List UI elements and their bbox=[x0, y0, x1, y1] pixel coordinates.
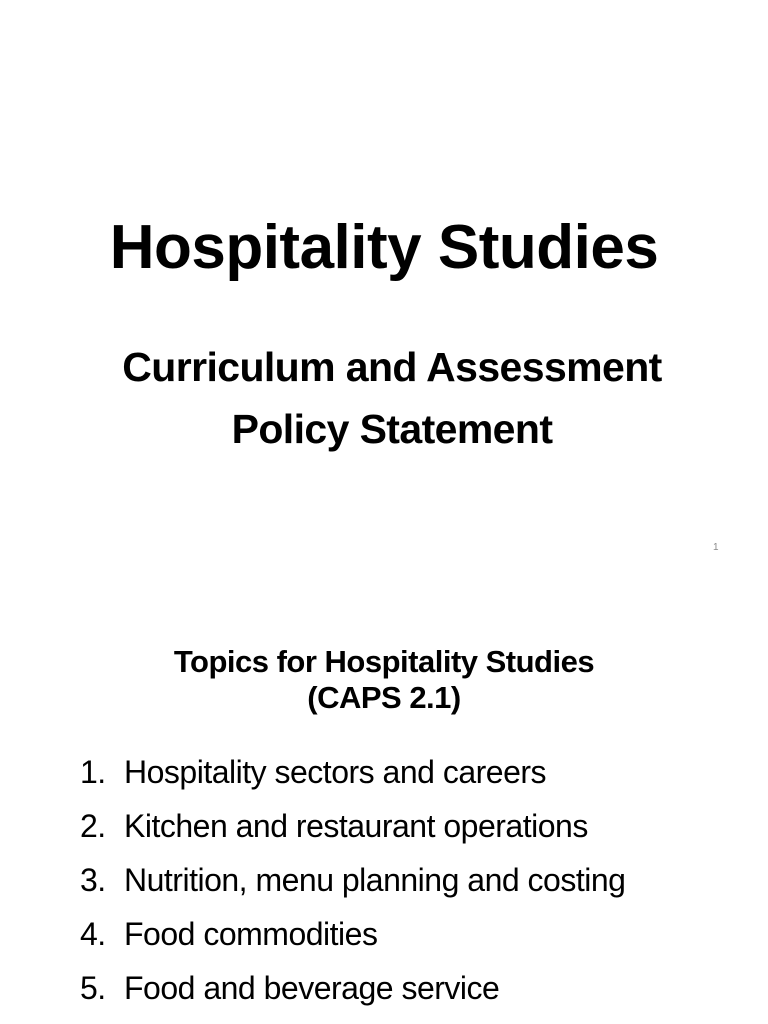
topic-text: Hospitality sectors and careers bbox=[124, 754, 547, 790]
topic-number: 5. bbox=[80, 970, 106, 1006]
topic-item bbox=[80, 806, 760, 860]
topic-number: 1. bbox=[80, 754, 106, 790]
topics-title bbox=[0, 644, 768, 716]
topic-item bbox=[80, 752, 760, 806]
subtitle-line: Curriculum and Assessment bbox=[122, 344, 662, 390]
topic-number: 2. bbox=[80, 808, 106, 844]
topic-number: 4. bbox=[80, 916, 106, 952]
subtitle-line: Policy Statement bbox=[231, 406, 553, 452]
topics-list bbox=[80, 752, 760, 1022]
topic-item bbox=[80, 968, 760, 1022]
topic-item bbox=[80, 860, 760, 914]
topic-text: Kitchen and restaurant operations bbox=[124, 808, 588, 844]
slide-subtitle bbox=[0, 336, 768, 460]
topic-text: Food commodities bbox=[124, 916, 378, 952]
topic-text: Nutrition, menu planning and costing bbox=[124, 862, 626, 898]
topics-title-line: Topics for Hospitality Studies bbox=[173, 644, 595, 679]
slide-number: 1 bbox=[713, 542, 719, 553]
topics-slide bbox=[0, 576, 768, 1024]
topic-number: 3. bbox=[80, 862, 106, 898]
slide-title: Hospitality Studies bbox=[109, 213, 659, 282]
topics-title-line: (CAPS 2.1) bbox=[307, 680, 461, 715]
topic-item bbox=[80, 914, 760, 968]
topic-text: Food and beverage service bbox=[124, 970, 500, 1006]
